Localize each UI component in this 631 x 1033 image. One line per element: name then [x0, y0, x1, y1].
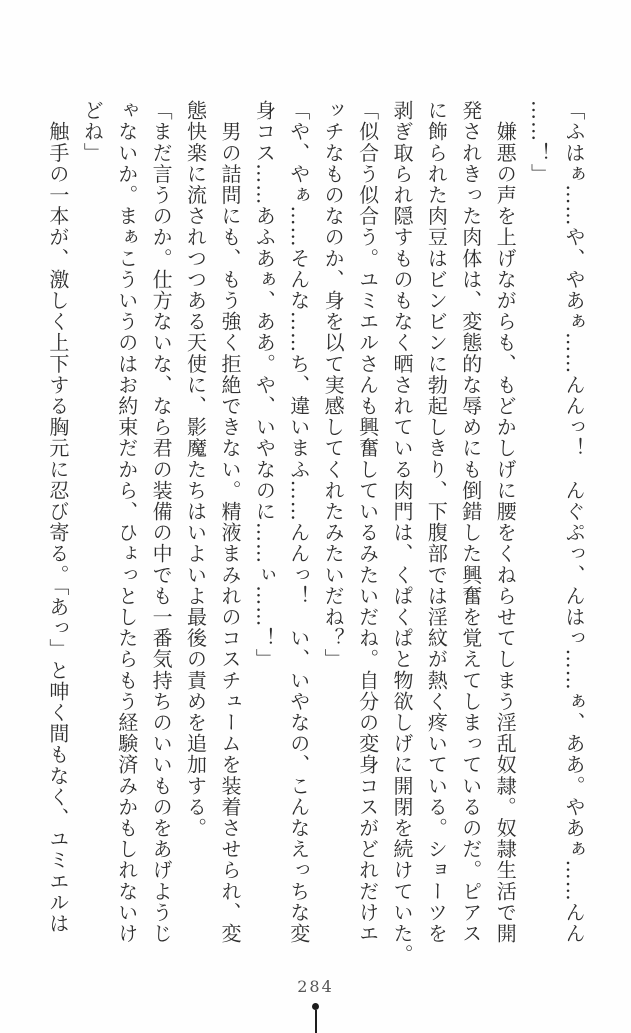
ornament-stem-line [315, 1010, 317, 1033]
text-line: ッチなものなのか、身を以て実感してくれたみたいだね？」 [321, 100, 346, 670]
ornament-dot-icon [312, 1003, 319, 1010]
text-line: どね」 [80, 100, 105, 164]
text-line: ゃないか。まぁこういうのはお約束だから、ひょっとしたらもう経験済みかもしれないけ [114, 100, 139, 944]
page-bottom-ornament [311, 1003, 321, 1033]
text-line: ……！」 [527, 100, 552, 185]
text-line: 男の詰問にも、もう強く拒絶できない。精液まみれのコスチュームを装着させられ、変 [217, 100, 242, 944]
text-line: 嫌悪の声を上げながらも、もどかしげに腰をくねらせてしまう淫乱奴隷。奴隷生活で開 [493, 100, 518, 944]
text-line: 「ふはぁ……や、やあぁ……んんっ！ んぐぷっ、んはっ……ぁ、ああ。やあぁ……んん [562, 100, 586, 944]
text-line: 態快楽に流されつつある天使に、影魔たちはいよいよ最後の責めを追加する。 [183, 100, 208, 839]
text-line: 発されきった肉体は、変態的な辱めにも倒錯した興奮を覚えてしまっているのだ。ピアス [458, 100, 483, 944]
text-line: 「や、やぁ……そんな……ち、違いまふ……んんっ！ い、いやなの、こんなえっちな変 [286, 100, 311, 944]
text-line: 剥ぎ取られ隠すものもなく晒されている肉門は、くぱくぱと物欲しげに開閉を続けていた。 [389, 100, 414, 966]
text-line: 触手の一本が、激しく上下する胸元に忍び寄る。「あっ」と呻く間もなく、ユミエルは [45, 100, 70, 934]
page-number: 284 [297, 977, 334, 996]
novel-text [37, 100, 591, 966]
text-line: に飾られた肉豆はビンビンに勃起しきり、下腹部では淫紋が熱く疼いている。ショーツを [424, 100, 449, 944]
text-line: 身コス……あふあぁ、ああ。や、いやなのに……ぃ……！」 [252, 100, 277, 670]
text-line: 「似合う似合う。ユミエルさんも興奮しているみたいだね。自分の変身コスがどれだけエ [355, 100, 380, 944]
text-line: 「まだ言うのか。仕方ないな、なら君の装備の中でも一番気持ちのいいものをあげようじ [149, 100, 174, 944]
